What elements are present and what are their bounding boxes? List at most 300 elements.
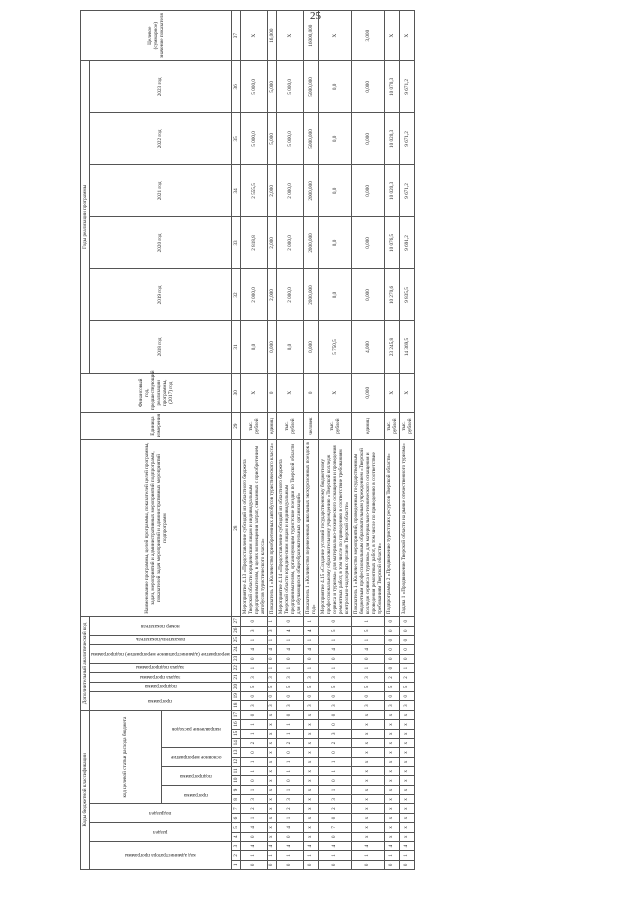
code-cell: х [399, 795, 414, 804]
code-cell: х [399, 738, 414, 747]
row-name: Мероприятие 4.14 «Предоставление субсидий из областного бюджета Тверской области юридическим лицам и индивидуальным предпринимателям, организующим туристские поездки по Тверской области для обучающихся общеобразовательных организаций» [276, 440, 303, 617]
row-year-value: 10 076,5 [384, 217, 399, 269]
row-year-value: 0,0 [276, 321, 303, 373]
row-year-value: 0,000 [351, 217, 384, 269]
row-year-value: 9 691,2 [399, 217, 414, 269]
task-sub-header: задача подпрограммы [90, 663, 232, 672]
row-year-value: 0,0 [318, 269, 351, 321]
row-year-value: 5000,000 [303, 113, 318, 165]
code-cell: х [303, 804, 318, 813]
code-cell: 0 [399, 635, 414, 644]
code-cell: х [267, 776, 276, 785]
code-cell: х [351, 767, 384, 776]
column-number: 21 [231, 673, 240, 682]
code-cell: х [303, 757, 318, 766]
code-cell: х [351, 710, 384, 720]
code-cell: 1 [318, 635, 351, 644]
code-cell: 1 [276, 767, 303, 776]
row-fin-year: 0 [303, 373, 318, 413]
code-cell: х [399, 785, 414, 794]
code-cell: х [384, 795, 399, 804]
column-number: 25 [231, 635, 240, 644]
code-cell: 0 [318, 692, 351, 701]
row-year-value: 0,000 [351, 165, 384, 217]
column-numbers-row [231, 11, 240, 870]
code-cell: 3 [303, 701, 318, 710]
code-cell: х [303, 832, 318, 841]
page-number: 25 [310, 10, 321, 22]
code-cell: х [384, 748, 399, 757]
code-cell: х [267, 757, 276, 766]
code-cell: 1 [267, 617, 276, 626]
code-cell: 0 [351, 654, 384, 663]
code-cell: 3 [303, 673, 318, 682]
table-row [384, 11, 399, 870]
column-number: 16 [231, 720, 240, 729]
code-cell: 0 [276, 692, 303, 701]
row-target: Х [399, 11, 414, 61]
row-fin-year: 0 [267, 373, 276, 413]
row-year-value: 2000,000 [303, 165, 318, 217]
row-target: 3,000 [351, 11, 384, 61]
row-year-value: 0,0 [318, 61, 351, 113]
code-cell: 0 [399, 617, 414, 626]
codes-group-header: Коды бюджетной классификации [81, 710, 90, 869]
row-year-value: 2000,000 [303, 217, 318, 269]
code-cell: 3 [276, 701, 303, 710]
code-cell: 5 [351, 682, 384, 691]
code-cell: 1 [318, 785, 351, 794]
code-cell: 3 [399, 701, 414, 710]
code-cell: 1 [240, 663, 267, 672]
code-cell: х [303, 795, 318, 804]
task-prog-header: задача программы [90, 673, 232, 682]
section-header: раздел [90, 823, 232, 842]
code-cell: 3 [351, 701, 384, 710]
code-cell: х [399, 804, 414, 813]
row-year-value: 0,0 [318, 217, 351, 269]
code-cell: 3 [318, 673, 351, 682]
column-number: 33 [231, 217, 240, 269]
code-cell: 0 [351, 860, 384, 869]
subprogram-header: подпрограмма [161, 767, 231, 786]
column-number: 1 [231, 860, 240, 869]
code-cell: х [303, 785, 318, 794]
code-cell: 0 [384, 645, 399, 654]
indicator-num-header: номер показателя [90, 617, 232, 636]
code-cell: 0 [384, 860, 399, 869]
column-number: 36 [231, 61, 240, 113]
row-year-value: 9 671,2 [399, 61, 414, 113]
code-cell: 2 [318, 738, 351, 747]
row-name: Показатель 1 «Количество перевезенных школьных экскурсионных поездок в год» [303, 440, 318, 617]
code-cell: 1 [267, 663, 276, 672]
code-cell: х [384, 767, 399, 776]
column-number: 24 [231, 645, 240, 654]
code-cell: х [351, 813, 384, 822]
code-cell: 0 [318, 860, 351, 869]
code-cell: х [399, 710, 414, 720]
column-number: 11 [231, 767, 240, 776]
code-cell: 1 [276, 720, 303, 729]
row-year-value: 5 000,0 [276, 61, 303, 113]
code-cell: 4 [303, 626, 318, 635]
code-cell: 0 [303, 654, 318, 663]
code-cell: 4 [303, 645, 318, 654]
row-year-value: 5 750,5 [318, 321, 351, 373]
code-cell: 0 [276, 832, 303, 841]
code-cell: 0 [399, 860, 414, 869]
code-cell: х [351, 832, 384, 841]
code-cell: х [267, 738, 276, 747]
row-year-value: 9 671,2 [399, 113, 414, 165]
row-unit: тыс. рублей [399, 413, 414, 440]
code-cell: х [267, 729, 276, 738]
code-cell: 0 [399, 692, 414, 701]
y2018-header: 2018 год [90, 321, 232, 373]
code-cell: х [303, 776, 318, 785]
code-cell: х [267, 795, 276, 804]
code-cell: х [303, 710, 318, 720]
row-name: Мероприятие 4.13 «Предоставление субсидий из областного бюджета Тверской области юридическим лицам и индивидуальным предпринимателям, в целях возмещения затрат, связанных с приобретением автобусов туристического класса» [240, 440, 267, 617]
code-cell: 0 [318, 813, 351, 822]
code-cell: 0 [240, 860, 267, 869]
row-fin-year: 0,000 [351, 373, 384, 413]
code-cell: 5 [267, 682, 276, 691]
code-cell: 1 [240, 757, 267, 766]
code-cell: х [351, 776, 384, 785]
code-cell: 4 [318, 645, 351, 654]
code-cell: 2 [318, 804, 351, 813]
code-cell: 0 [276, 748, 303, 757]
code-cell: 4 [318, 841, 351, 850]
years-group-header: Годы реализации программы [81, 61, 90, 373]
row-year-value: 5 000,0 [240, 113, 267, 165]
code-cell: 2 [384, 673, 399, 682]
code-cell: 1 [240, 720, 267, 729]
code-cell: х [267, 785, 276, 794]
code-cell: 0 [318, 720, 351, 729]
code-cell: 4 [276, 823, 303, 832]
row-year-value: 10 070,3 [384, 61, 399, 113]
code-cell: 0 [318, 710, 351, 720]
code-cell: 0 [384, 626, 399, 635]
row-year-value: 9 835,5 [399, 269, 414, 321]
column-number: 26 [231, 626, 240, 635]
code-cell: 1 [240, 785, 267, 794]
code-cell: 3 [267, 626, 276, 635]
column-number: 20 [231, 682, 240, 691]
code-cell: х [399, 757, 414, 766]
y2023-header: 2023 год [90, 61, 232, 113]
code-cell: 1 [303, 851, 318, 860]
row-target: Х [384, 11, 399, 61]
code-cell: 0 [267, 860, 276, 869]
column-number: 8 [231, 795, 240, 804]
row-year-value: 14 369,5 [399, 321, 414, 373]
column-number: 12 [231, 757, 240, 766]
code-cell: 1 [303, 617, 318, 626]
code-cell: 1 [303, 663, 318, 672]
row-year-value: 0,000 [351, 269, 384, 321]
column-number: 29 [231, 413, 240, 440]
code-cell: х [399, 823, 414, 832]
column-number: 28 [231, 440, 240, 617]
code-cell: 0 [276, 776, 303, 785]
code-cell: 1 [303, 635, 318, 644]
table-row [399, 11, 414, 870]
code-cell: х [351, 720, 384, 729]
code-cell: 0 [240, 710, 267, 720]
code-cell: х [384, 757, 399, 766]
row-name: Показатель 1 «Количество мероприятий, проведенных государственным бюджетным профессиональным образовательным учреждением «Тверской колледж сервиса и туризма» для материально-технического оснащения и проведения ремонтных работ, в том числе по приведению в соответствие требованиям Тверской области» [351, 440, 384, 617]
column-number: 34 [231, 165, 240, 217]
row-year-value: 9 671,2 [399, 165, 414, 217]
code-cell: 0 [240, 617, 267, 626]
row-fin-year: Х [384, 373, 399, 413]
code-cell: 0 [303, 692, 318, 701]
column-number: 13 [231, 748, 240, 757]
code-cell: 2 [240, 804, 267, 813]
row-target: Х [318, 11, 351, 61]
column-number: 30 [231, 373, 240, 413]
code-cell: 0 [399, 654, 414, 663]
code-cell: х [351, 804, 384, 813]
column-number: 19 [231, 692, 240, 701]
code-cell: х [303, 813, 318, 822]
column-number: 31 [231, 321, 240, 373]
code-cell: 3 [240, 626, 267, 635]
code-cell: 5 [318, 682, 351, 691]
code-cell: х [399, 729, 414, 738]
code-cell: х [399, 767, 414, 776]
code-cell: 0 [276, 860, 303, 869]
code-cell: х [267, 832, 276, 841]
code-cell: 4 [276, 645, 303, 654]
code-cell: 2 [399, 673, 414, 682]
code-cell: 2 [276, 738, 303, 747]
code-cell: 1 [276, 785, 303, 794]
code-cell: 0 [303, 860, 318, 869]
code-cell: х [384, 804, 399, 813]
code-cell: 1 [276, 663, 303, 672]
code-cell: х [351, 748, 384, 757]
column-number: 2 [231, 851, 240, 860]
code-cell: х [351, 795, 384, 804]
code-cell: х [399, 720, 414, 729]
row-year-value: 2 000,0 [276, 165, 303, 217]
code-cell: х [399, 748, 414, 757]
code-cell: 5 [303, 682, 318, 691]
y2019-header: 2019 год [90, 269, 232, 321]
code-cell: 0 [384, 635, 399, 644]
code-cell: 4 [267, 841, 276, 850]
row-unit: тыс. рублей [276, 413, 303, 440]
code-cell: 0 [399, 626, 414, 635]
code-cell: 0 [240, 692, 267, 701]
code-cell: 4 [399, 841, 414, 850]
code-cell: 3 [240, 795, 267, 804]
row-unit: единиц [267, 413, 276, 440]
row-year-value: 2 000,0 [276, 269, 303, 321]
column-number: 18 [231, 701, 240, 710]
code-cell: 3 [240, 701, 267, 710]
code-cell: 1 [276, 813, 303, 822]
row-target: 16000,000 [303, 11, 318, 61]
code-cell: 1 [351, 617, 384, 626]
code-cell: 1 [351, 663, 384, 672]
code-cell: 1 [267, 635, 276, 644]
column-number: 14 [231, 738, 240, 747]
row-year-value: 10 270,6 [384, 269, 399, 321]
code-cell: 1 [267, 851, 276, 860]
code-cell: 0 [276, 617, 303, 626]
code-cell: 1 [240, 767, 267, 776]
code-cell: 0 [384, 663, 399, 672]
code-cell: 0 [240, 776, 267, 785]
row-name: Задача 1 «Продвижение Тверской области на рынке отечественного туризма» [399, 440, 414, 617]
extra-code-header: Дополнительный аналитический код [81, 617, 90, 711]
column-number: 5 [231, 823, 240, 832]
row-year-value: 23 245,8 [384, 321, 399, 373]
code-cell: 0 [240, 832, 267, 841]
code-cell: 1 [276, 757, 303, 766]
row-year-value: 0,0 [318, 165, 351, 217]
code-cell: 0 [384, 692, 399, 701]
row-fin-year: Х [276, 373, 303, 413]
code-cell: х [399, 776, 414, 785]
admin-code-header: код администратора программы [90, 841, 232, 869]
code-cell: 4 [351, 841, 384, 850]
code-cell: 3 [276, 673, 303, 682]
code-cell: 7 [318, 823, 351, 832]
code-cell: 3 [267, 701, 276, 710]
code-cell: 5 [384, 682, 399, 691]
row-year-value: 2,000 [267, 165, 276, 217]
code-cell: х [384, 720, 399, 729]
prog2-header: программа [90, 692, 232, 711]
row-fin-year: Х [240, 373, 267, 413]
code-cell: 0 [318, 617, 351, 626]
code-cell: 0 [267, 654, 276, 663]
code-cell: 0 [318, 776, 351, 785]
code-cell: х [267, 720, 276, 729]
row-target: Х [240, 11, 267, 61]
code-cell: х [303, 738, 318, 747]
target-header: Целевое (суммарное) значение показателя [81, 11, 232, 61]
row-year-value: 0,0 [318, 113, 351, 165]
code-cell: х [351, 729, 384, 738]
code-cell: 2 [240, 738, 267, 747]
column-number: 3 [231, 841, 240, 850]
code-cell: 1 [399, 663, 414, 672]
row-year-value: 10 020,3 [384, 165, 399, 217]
code-cell: 5 [240, 682, 267, 691]
table-row [240, 11, 267, 870]
code-cell: 3 [267, 673, 276, 682]
row-year-value: 5,000 [267, 113, 276, 165]
code-cell: 1 [351, 851, 384, 860]
row-target: 16,000 [267, 11, 276, 61]
column-number: 23 [231, 654, 240, 663]
column-number: 15 [231, 729, 240, 738]
code-cell: х [351, 738, 384, 747]
code-cell: 0 [384, 617, 399, 626]
y2022-header: 2022 год [90, 113, 232, 165]
code-cell: х [399, 832, 414, 841]
row-year-value: 2,000 [267, 269, 276, 321]
row-unit: тыс. рублей [240, 413, 267, 440]
code-cell: х [303, 748, 318, 757]
code-cell: х [351, 757, 384, 766]
code-cell: х [384, 785, 399, 794]
code-cell: 5 [399, 682, 414, 691]
code-cell: 4 [351, 645, 384, 654]
column-number: 6 [231, 813, 240, 822]
table-row [351, 11, 384, 870]
row-year-value: 0,000 [303, 321, 318, 373]
row-year-value: 2 555,5 [240, 165, 267, 217]
code-cell: х [267, 710, 276, 720]
code-cell: 0 [351, 692, 384, 701]
budget-article-header: код целевой статьи расхода бюджета [90, 710, 162, 804]
code-cell: х [267, 804, 276, 813]
code-cell: 0 [240, 654, 267, 663]
row-year-value: 10 020,3 [384, 113, 399, 165]
table-row [267, 11, 276, 870]
code-cell: 1 [276, 729, 303, 738]
code-cell: х [303, 729, 318, 738]
code-cell: 3 [384, 701, 399, 710]
code-cell: х [351, 785, 384, 794]
code-cell: 4 [240, 823, 267, 832]
column-number: 22 [231, 663, 240, 672]
row-unit: человек [303, 413, 318, 440]
code-cell: х [303, 720, 318, 729]
column-number: 32 [231, 269, 240, 321]
column-number: 4 [231, 832, 240, 841]
row-fin-year: Х [399, 373, 414, 413]
row-unit: единиц [351, 413, 384, 440]
column-number: 7 [231, 804, 240, 813]
code-cell: 5 [351, 626, 384, 635]
code-cell: 4 [267, 645, 276, 654]
row-name: Подпрограмма 2 «Продвижение туристских ресурсов Тверской области» [384, 440, 399, 617]
row-year-value: 2 818,8 [240, 217, 267, 269]
code-cell: х [267, 748, 276, 757]
subsection-header: подраздел [90, 804, 232, 823]
code-cell: 0 [384, 654, 399, 663]
code-cell: 0 [276, 654, 303, 663]
code-cell: 4 [240, 841, 267, 850]
code-cell: х [384, 776, 399, 785]
table-row [303, 11, 318, 870]
code-cell: 3 [240, 673, 267, 682]
code-cell: 0 [240, 748, 267, 757]
table-row [276, 11, 303, 870]
code-cell: 3 [351, 673, 384, 682]
row-year-value: 0,000 [351, 61, 384, 113]
table-body [231, 11, 414, 870]
subprog2-header: подпрограмма [90, 682, 232, 691]
code-cell: 0 [318, 832, 351, 841]
column-number: 35 [231, 113, 240, 165]
row-year-value: 2000,000 [303, 269, 318, 321]
code-cell: 4 [276, 841, 303, 850]
row-year-value: 0,0 [240, 321, 267, 373]
code-cell: 3 [318, 729, 351, 738]
column-number: 27 [231, 617, 240, 626]
